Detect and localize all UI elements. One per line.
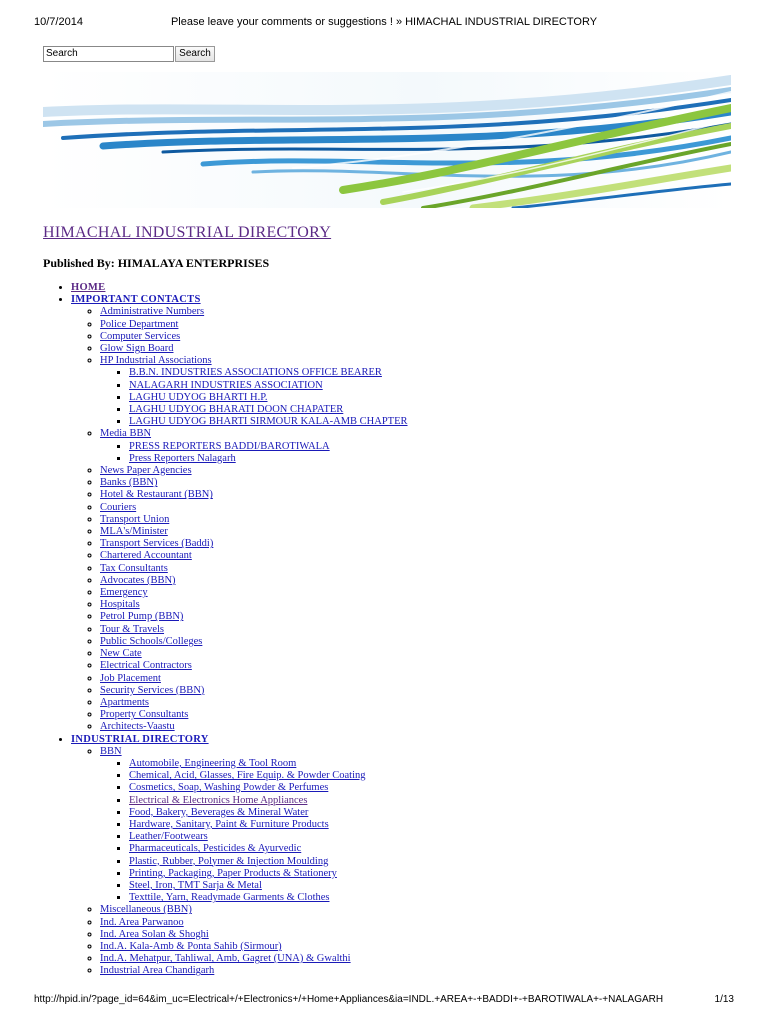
nav-contact-item[interactable]: MLA's/Minister	[100, 526, 168, 538]
print-header	[34, 16, 734, 30]
nav-bbn-category[interactable]: Pharmaceuticals, Pesticides & Ayurvedic	[129, 843, 302, 855]
nav-association-item[interactable]: LAGHU UDYOG BHARATI DOON CHAPATER	[129, 404, 344, 416]
nav-industrial-area[interactable]: Industrial Area Chandigarh	[100, 965, 215, 977]
nav-bbn-category[interactable]: Leather/Footwears	[129, 831, 208, 843]
nav-contact-item[interactable]: New Cate	[100, 648, 142, 660]
nav-bbn[interactable]: BBN	[100, 745, 122, 757]
nav-contact-item[interactable]: Security Services (BBN)	[100, 684, 205, 696]
nav-bbn-category[interactable]: Cosmetics, Soap, Washing Powder & Perfumes	[129, 782, 329, 794]
nav-bbn-category[interactable]: Hardware, Sanitary, Paint & Furniture Products	[129, 818, 329, 830]
nav-media-item[interactable]: Press Reporters Nalagarh	[129, 452, 236, 464]
main-navigation	[43, 282, 408, 978]
nav-industrial-area[interactable]: Miscellaneous (BBN)	[100, 904, 192, 916]
nav-contact-item[interactable]: Public Schools/Colleges	[100, 635, 203, 647]
nav-media-bbn[interactable]: Media BBN	[100, 428, 152, 440]
nav-contact-item[interactable]: Hospitals	[100, 599, 140, 611]
nav-bbn-category[interactable]: Steel, Iron, TMT Sarja & Metal	[129, 879, 262, 891]
nav-contact-item[interactable]: Architects-Vaastu	[100, 721, 175, 733]
page-number: 1/13	[714, 994, 734, 1005]
nav-industrial-area[interactable]: Ind. Area Solan & Shoghi	[100, 928, 209, 940]
nav-hp-industrial-associations[interactable]: HP Industrial Associations	[100, 355, 212, 367]
nav-contact-item[interactable]: Transport Union	[100, 513, 170, 525]
nav-bbn-category[interactable]: Chemical, Acid, Glasses, Fire Equip. & Powder Coating	[129, 770, 366, 782]
print-footer	[34, 994, 734, 1008]
print-page-title: Please leave your comments or suggestions ! » HIMACHAL INDUSTRIAL DIRECTORY	[170, 16, 598, 28]
nav-bbn-category-active[interactable]: Electrical & Electronics Home Appliances	[129, 794, 308, 806]
nav-contact-item[interactable]: News Paper Agencies	[100, 465, 192, 477]
nav-bbn-category[interactable]: Automobile, Engineering & Tool Room	[129, 757, 297, 769]
nav-bbn-category[interactable]: Texttile, Yarn, Readymade Garments & Clothes	[129, 892, 330, 904]
nav-industrial-area[interactable]: Ind.A. Mehatpur, Tahliwal, Amb, Gagret (UNA) & Gwalthi	[100, 953, 351, 965]
nav-contact-item[interactable]: Advocates (BBN)	[100, 574, 176, 586]
nav-media-item[interactable]: PRESS REPORTERS BADDI/BAROTIWALA	[129, 440, 330, 452]
nav-bbn-category[interactable]: Food, Bakery, Beverages & Mineral Water	[129, 806, 309, 818]
nav-police-department[interactable]: Police Department	[100, 318, 179, 330]
nav-contact-item[interactable]: Petrol Pump (BBN)	[100, 611, 184, 623]
nav-contact-item[interactable]: Couriers	[100, 501, 137, 513]
print-url: http://hpid.in/?page_id=64&im_uc=Electrical+/+Electronics+/+Home+Appliances&ia=INDL.+AREA+-+BADDI+-+BAROTIWALA+-+NALAGARH	[34, 994, 664, 1005]
nav-contact-item[interactable]: Banks (BBN)	[100, 477, 158, 489]
nav-important-contacts[interactable]: IMPORTANT CONTACTS	[71, 294, 201, 306]
nav-association-item[interactable]: LAGHU UDYOG BHARTI SIRMOUR KALA-AMB CHAPTER	[129, 416, 408, 428]
nav-contact-item[interactable]: Transport Services (Baddi)	[100, 538, 214, 550]
nav-industrial-area[interactable]: Ind. Area Parwanoo	[100, 916, 184, 928]
nav-contact-item[interactable]: Chartered Accountant	[100, 550, 192, 562]
nav-industrial-directory[interactable]: INDUSTRIAL DIRECTORY	[71, 733, 209, 745]
nav-association-item[interactable]: NALAGARH INDUSTRIES ASSOCIATION	[129, 379, 323, 391]
nav-contact-item[interactable]: Electrical Contractors	[100, 660, 192, 672]
nav-contact-item[interactable]: Property Consultants	[100, 709, 189, 721]
nav-home[interactable]: HOME	[71, 282, 106, 293]
nav-contact-item[interactable]: Hotel & Restaurant (BBN)	[100, 489, 213, 501]
nav-glow-sign-board[interactable]: Glow Sign Board	[100, 343, 174, 355]
nav-contact-item[interactable]: Job Placement	[100, 672, 161, 684]
nav-administrative-numbers[interactable]: Administrative Numbers	[100, 306, 205, 318]
search-button[interactable]: Search	[175, 46, 215, 62]
nav-association-item[interactable]: LAGHU UDYOG BHARTI H.P.	[129, 391, 268, 403]
banner-waves-graphic	[43, 72, 731, 208]
publisher-line: Published By: HIMALAYA ENTERPRISES	[43, 256, 270, 270]
nav-contact-item[interactable]: Tour & Travels	[100, 623, 165, 635]
nav-computer-services[interactable]: Computer Services	[100, 330, 181, 342]
header-banner	[43, 72, 731, 208]
nav-bbn-category[interactable]: Plastic, Rubber, Polymer & Injection Moulding	[129, 855, 329, 867]
site-title[interactable]: HIMACHAL INDUSTRIAL DIRECTORY	[43, 224, 332, 241]
nav-contact-item[interactable]: Emergency	[100, 587, 148, 599]
nav-contact-item[interactable]: Apartments	[100, 696, 149, 708]
nav-contact-item[interactable]: Tax Consultants	[100, 562, 168, 574]
nav-bbn-category[interactable]: Printing, Packaging, Paper Products & Stationery	[129, 867, 337, 879]
nav-association-item[interactable]: B.B.N. INDUSTRIES ASSOCIATIONS OFFICE BEARER	[129, 367, 382, 379]
print-date: 10/7/2014	[34, 16, 83, 28]
search-input[interactable]	[43, 46, 174, 62]
nav-industrial-area[interactable]: Ind.A. Kala-Amb & Ponta Sahib (Sirmour)	[100, 940, 282, 952]
